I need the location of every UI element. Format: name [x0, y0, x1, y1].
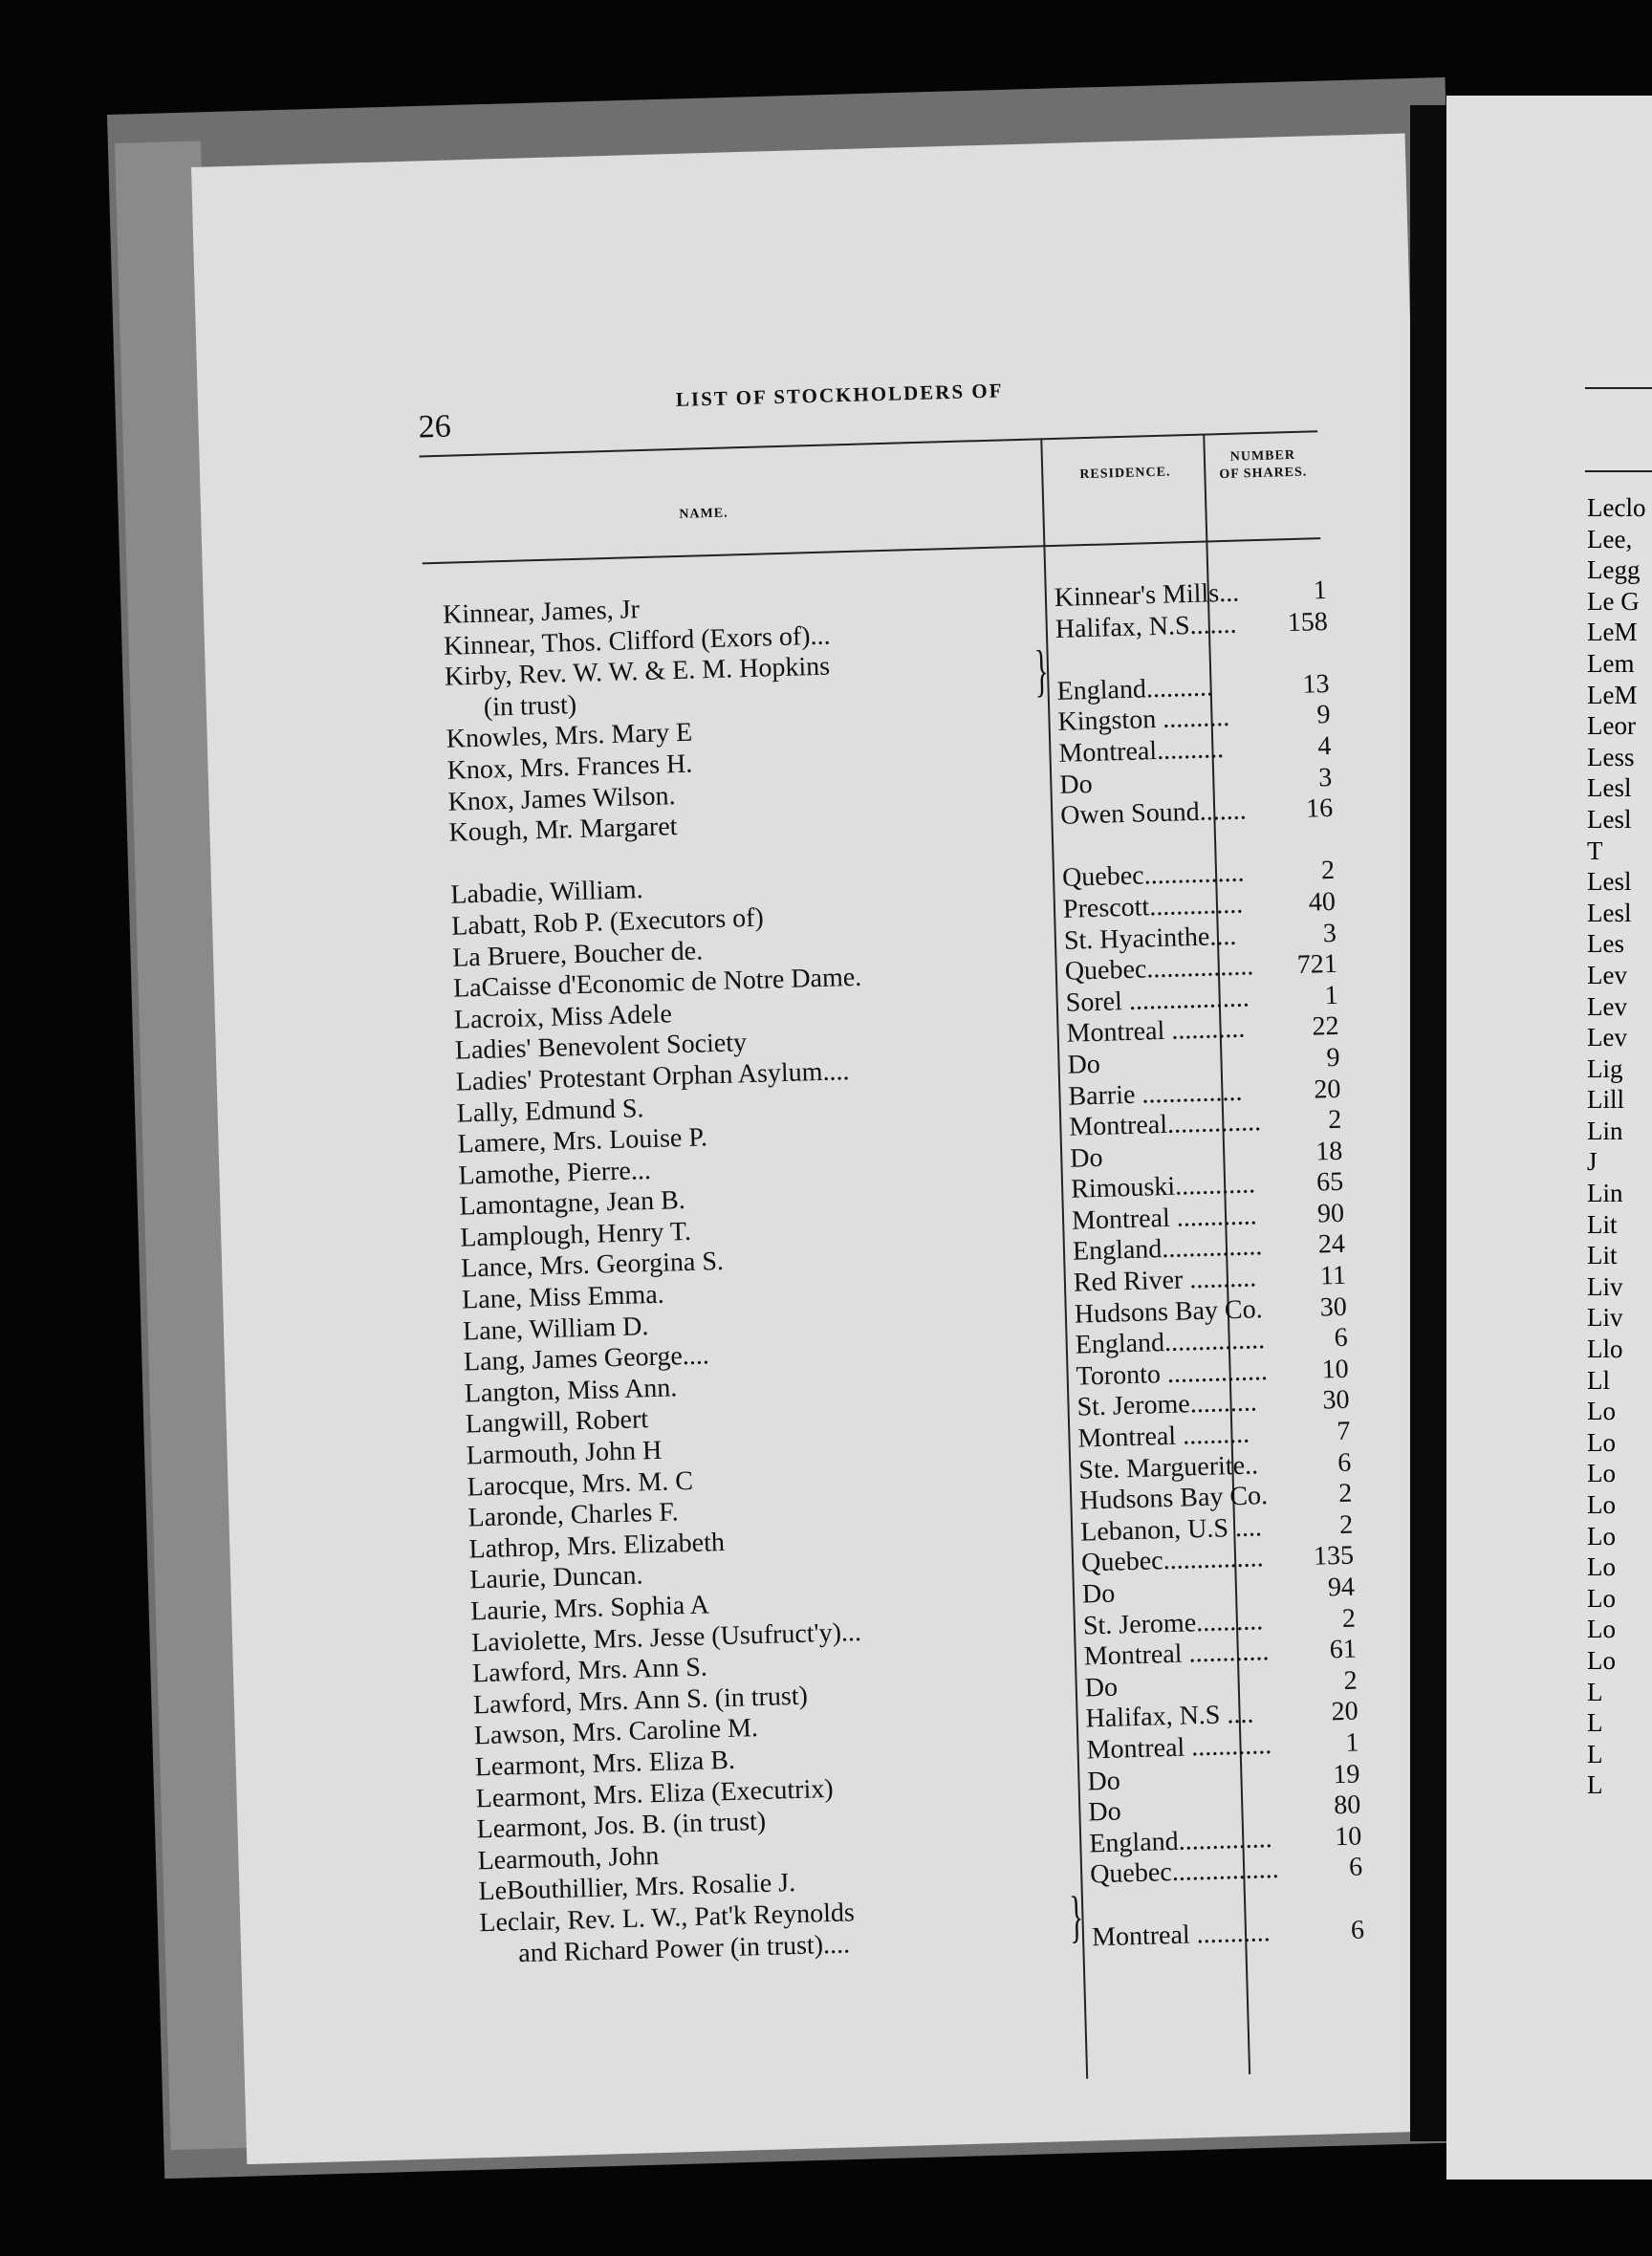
stockholder-shares: 24 — [1317, 1229, 1346, 1260]
stockholder-shares: 30 — [1319, 1291, 1348, 1323]
stockholder-residence: Halifax, N.S .... — [1085, 1699, 1254, 1734]
stockholder-residence: Rimouski............ — [1070, 1169, 1256, 1204]
stockholder-shares: 6 — [1334, 1322, 1349, 1354]
stockholder-name: Learmont, Jos. B. (in trust) — [476, 1807, 767, 1845]
stockholder-residence: Do — [1087, 1766, 1121, 1797]
stockholder-residence: England............... — [1072, 1231, 1263, 1268]
stockholder-shares: 80 — [1333, 1790, 1361, 1821]
stockholder-name: and Richard Power (in trust).... — [517, 1929, 851, 1968]
stockholder-shares: 6 — [1337, 1447, 1352, 1478]
facing-page-entry: L — [1587, 1770, 1603, 1800]
stockholder-shares: 16 — [1305, 793, 1334, 824]
stockholder-name: Kirby, Rev. W. W. & E. M. Hopkins — [444, 651, 831, 692]
facing-page-entry: Lin — [1587, 1116, 1623, 1145]
stockholder-name: Ladies' Protestant Orphan Asylum.... — [455, 1056, 850, 1097]
stockholder-name: Lathrop, Mrs. Elizabeth — [468, 1527, 726, 1565]
facing-page-entry: Lesl — [1587, 898, 1632, 927]
stockholder-shares: 30 — [1322, 1385, 1350, 1416]
stockholder-shares: 3 — [1322, 918, 1337, 948]
stockholder-residence: St. Jerome.......... — [1082, 1605, 1264, 1641]
stockholder-name: Laurie, Mrs. Sophia A — [469, 1590, 710, 1627]
stockholder-name: Learmont, Mrs. Eliza B. — [474, 1745, 736, 1783]
stockholder-name: Lally, Edmund S. — [456, 1093, 644, 1129]
facing-page-entry: Lill — [1587, 1085, 1624, 1115]
stockholder-residence: Do — [1084, 1672, 1119, 1703]
column-header-shares-line2: OF SHARES. — [1219, 465, 1308, 483]
facing-page-entry: Lit — [1587, 1241, 1618, 1270]
stockholder-shares: 158 — [1287, 606, 1329, 638]
facing-page-entry: Lo — [1587, 1552, 1616, 1582]
stockholder-shares: 1 — [1313, 575, 1328, 606]
stockholder-residence: Montreal ............ — [1071, 1201, 1258, 1236]
facing-page-entry: Legg — [1587, 555, 1641, 585]
facing-page-entry: Lo — [1587, 1645, 1616, 1675]
stockholder-residence: Montreal ........... — [1091, 1917, 1272, 1952]
stockholder-residence: Halifax, N.S....... — [1054, 609, 1237, 644]
running-head: LIST OF STOCKHOLDERS OF — [675, 379, 1004, 411]
stockholder-name: Kinnear, James, Jr — [442, 595, 641, 630]
stockholder-name: Kinnear, Thos. Clifford (Exors of)... — [443, 620, 831, 662]
facing-page-entry: Lit — [1587, 1209, 1618, 1239]
stockholder-residence: Quebec................ — [1064, 951, 1254, 987]
stockholder-residence: England.......... — [1056, 672, 1214, 706]
facing-page-entry: Le G — [1587, 586, 1640, 616]
facing-page-entry: Lo — [1587, 1459, 1616, 1488]
stockholder-shares: 7 — [1336, 1416, 1351, 1447]
ledger-page — [191, 134, 1461, 2165]
column-header-residence: RESIDENCE. — [1079, 465, 1171, 483]
stockholder-name: Ladies' Benevolent Society — [454, 1028, 748, 1066]
stockholder-shares: 4 — [1316, 730, 1332, 762]
facing-page-entry: LeM — [1587, 618, 1638, 647]
header-bottom-rule — [423, 537, 1321, 564]
stockholder-list — [424, 575, 1370, 1971]
facing-page-rule — [1585, 387, 1652, 389]
stockholder-shares: 3 — [1317, 762, 1333, 792]
facing-page-entry: Leclo — [1587, 493, 1646, 522]
stockholder-name: Kough, Mr. Margaret — [448, 812, 678, 848]
stockholder-residence: Hudsons Bay Co. — [1074, 1293, 1264, 1330]
stockholder-name: Larocque, Mrs. M. C — [467, 1465, 694, 1503]
stockholder-residence: Do — [1087, 1796, 1122, 1828]
facing-page-entry: Lesl — [1587, 773, 1632, 803]
stockholder-name: Learmouth, John — [477, 1840, 660, 1876]
facing-page-entry: L — [1587, 1708, 1603, 1738]
facing-page-entry: Liv — [1587, 1303, 1623, 1333]
stockholder-name: LaCaisse d'Economic de Notre Dame. — [452, 962, 862, 1004]
stockholder-residence: Do — [1069, 1142, 1103, 1174]
stockholder-name: Lawford, Mrs. Ann S. — [471, 1652, 708, 1689]
facing-page-entry: Lo — [1587, 1615, 1616, 1644]
facing-page-entry: Lee, — [1587, 524, 1633, 553]
stockholder-residence: Montreal ........... — [1066, 1013, 1246, 1050]
stockholder-name: Lamontagne, Jean B. — [459, 1185, 686, 1222]
facing-page-entry: Les — [1587, 929, 1624, 959]
stockholder-shares: 13 — [1302, 668, 1330, 700]
facing-page-entry: Liv — [1587, 1271, 1623, 1301]
stockholder-shares: 9 — [1326, 1042, 1340, 1074]
stockholder-residence: Kinnear's Mills... — [1054, 577, 1240, 613]
stockholder-residence: Quebec............... — [1080, 1543, 1265, 1578]
stockholder-residence: Owen Sound....... — [1059, 795, 1248, 832]
stockholder-name: Lamothe, Pierre... — [458, 1155, 652, 1191]
stockholder-residence: Montreal ............ — [1083, 1637, 1270, 1672]
stockholder-name: LeBouthillier, Mrs. Rosalie J. — [478, 1868, 796, 1907]
stockholder-residence: Montreal .......... — [1077, 1419, 1250, 1454]
stockholder-shares: 40 — [1308, 886, 1337, 918]
facing-page-entry: LeM — [1587, 680, 1638, 709]
stockholder-residence: Ste. Marguerite.. — [1077, 1449, 1259, 1486]
stockholder-name: Lamere, Mrs. Louise P. — [457, 1122, 708, 1160]
facing-page-entry: Lig — [1587, 1053, 1623, 1083]
stockholder-residence: Quebec................ — [1089, 1855, 1280, 1890]
facing-page-entry: Lo — [1587, 1521, 1616, 1551]
facing-page-entry: Lesl — [1587, 804, 1632, 834]
stockholder-name: Laviolette, Mrs. Jesse (Usufruct'y)... — [470, 1616, 862, 1659]
stockholder-name: Learmont, Mrs. Eliza (Executrix) — [475, 1773, 835, 1813]
facing-page-entry: Less — [1587, 742, 1635, 771]
facing-page-entry: Leor — [1587, 711, 1636, 741]
facing-page-entry: L — [1587, 1677, 1603, 1706]
stockholder-shares: 6 — [1350, 1914, 1365, 1945]
stockholder-shares: 10 — [1321, 1354, 1350, 1385]
facing-page-entry: Llo — [1587, 1334, 1623, 1364]
header-top-rule — [420, 430, 1318, 457]
stockholder-residence: England............... — [1075, 1325, 1266, 1360]
facing-page-entry: L — [1587, 1739, 1603, 1768]
stockholder-shares: 721 — [1296, 948, 1338, 981]
stockholder-residence: Barrie ............... — [1068, 1076, 1243, 1112]
stockholder-name: Langwill, Robert — [465, 1404, 649, 1440]
facing-page-entry: J — [1587, 1147, 1598, 1177]
column-header-shares-line1: NUMBER — [1229, 447, 1296, 465]
stockholder-shares: 2 — [1327, 1104, 1342, 1136]
stockholder-shares: 2 — [1343, 1665, 1359, 1696]
facing-page-entry: Lev — [1587, 991, 1627, 1021]
brace-kirby: } — [1033, 639, 1050, 703]
stockholder-name: La Bruere, Boucher de. — [451, 935, 704, 973]
page-number: 26 — [418, 408, 452, 445]
facing-page-entry: Lem — [1587, 648, 1635, 678]
facing-page-entry: Lin — [1587, 1179, 1623, 1208]
stockholder-name: Laronde, Charles F. — [467, 1497, 680, 1533]
stockholder-shares: 61 — [1329, 1634, 1358, 1665]
stockholder-shares: 11 — [1319, 1260, 1347, 1291]
stockholder-name: Labatt, Rob P. (Executors of) — [450, 902, 765, 942]
stockholder-shares: 19 — [1332, 1759, 1360, 1790]
stockholder-name: Laurie, Duncan. — [468, 1560, 643, 1595]
stockholder-name: Labadie, William. — [449, 875, 644, 911]
stockholder-shares: 2 — [1338, 1509, 1354, 1540]
facing-page-entry: Lesl — [1587, 867, 1632, 897]
stockholder-residence: Sorel .................. — [1065, 983, 1250, 1018]
facing-page-list — [1587, 492, 1652, 1801]
facing-page-rule-2 — [1585, 470, 1652, 472]
stockholder-shares: 90 — [1316, 1198, 1345, 1229]
stockholder-name: Lawson, Mrs. Caroline M. — [473, 1713, 759, 1751]
stockholder-shares: 1 — [1345, 1727, 1359, 1758]
column-header-shares — [1215, 446, 1312, 484]
stockholder-shares: 65 — [1315, 1167, 1344, 1198]
stockholder-shares: 6 — [1348, 1852, 1363, 1883]
stockholder-residence: Kingston .......... — [1057, 703, 1230, 738]
stockholder-residence: Do — [1058, 769, 1094, 800]
stockholder-name: Lawford, Mrs. Ann S. (in trust) — [472, 1681, 809, 1721]
stockholder-shares: 20 — [1313, 1074, 1341, 1105]
facing-page-entry: Lev — [1587, 960, 1627, 989]
stockholder-shares: 2 — [1320, 856, 1336, 886]
facing-page-entry: Ll — [1587, 1365, 1610, 1395]
brace-leclair: } — [1068, 1884, 1084, 1949]
stockholder-shares: 1 — [1324, 980, 1339, 1010]
stockholder-name: Langton, Miss Ann. — [464, 1373, 678, 1409]
stockholder-residence: Montreal.......... — [1058, 734, 1225, 769]
stockholder-shares: 94 — [1327, 1572, 1356, 1603]
stockholder-residence: St. Jerome.......... — [1076, 1387, 1258, 1423]
stockholder-residence: Montreal ............ — [1086, 1730, 1272, 1766]
stockholder-residence: St. Hyacinthe.... — [1063, 921, 1237, 956]
stockholder-residence: Quebec............... — [1061, 857, 1245, 894]
facing-page-entry: Lev — [1587, 1023, 1627, 1052]
stockholder-residence: Montreal.............. — [1068, 1107, 1262, 1142]
stockholder-name: Lacroix, Miss Adele — [453, 999, 673, 1035]
stockholder-shares: 18 — [1315, 1136, 1343, 1167]
stockholder-residence: Red River .......... — [1073, 1263, 1257, 1298]
stockholder-shares: 2 — [1341, 1603, 1357, 1634]
facing-page-entry: Lo — [1587, 1583, 1616, 1613]
stockholder-name: Knox, Mrs. Frances H. — [446, 748, 693, 786]
stockholder-shares: 9 — [1316, 700, 1331, 730]
stockholder-residence: Do — [1081, 1578, 1116, 1610]
stockholder-name: Knowles, Mrs. Mary E — [446, 717, 693, 755]
facing-page-entry: Lo — [1587, 1427, 1616, 1457]
stockholder-residence: Do — [1067, 1049, 1101, 1080]
stockholder-residence: Lebanon, U.S .... — [1079, 1512, 1263, 1548]
book-gutter — [1410, 105, 1446, 2141]
stockholder-name: (in trust) — [483, 689, 577, 723]
column-header-name: NAME. — [679, 506, 728, 522]
stockholder-shares: 22 — [1312, 1011, 1339, 1042]
stockholder-residence: Hudsons Bay Co. — [1078, 1481, 1269, 1516]
stockholder-name: Knox, James Wilson. — [447, 780, 676, 817]
stockholder-name: Lane, Miss Emma. — [461, 1279, 665, 1315]
stockholder-name: Larmouth, John H — [466, 1435, 663, 1471]
stockholder-shares: 20 — [1331, 1696, 1359, 1727]
stockholder-name: Lamplough, Henry T. — [459, 1216, 692, 1253]
stockholder-shares: 2 — [1337, 1478, 1353, 1509]
stockholder-shares: 135 — [1313, 1541, 1355, 1573]
stockholder-shares: 10 — [1334, 1821, 1362, 1853]
stockholder-name: Lane, William D. — [462, 1311, 649, 1347]
stockholder-name: Lang, James George.... — [463, 1340, 710, 1377]
stockholder-residence: England.............. — [1088, 1823, 1273, 1859]
stockholder-name: Lance, Mrs. Georgina S. — [460, 1247, 725, 1285]
stockholder-name: Leclair, Rev. L. W., Pat'k Reynolds — [478, 1898, 856, 1939]
stockholder-residence: Prescott.............. — [1062, 889, 1244, 924]
stockholder-residence: Toronto ............... — [1076, 1356, 1269, 1392]
facing-page-entry: Lo — [1587, 1397, 1616, 1426]
facing-page-entry: Lo — [1587, 1490, 1616, 1519]
facing-page-entry: T — [1587, 835, 1603, 865]
